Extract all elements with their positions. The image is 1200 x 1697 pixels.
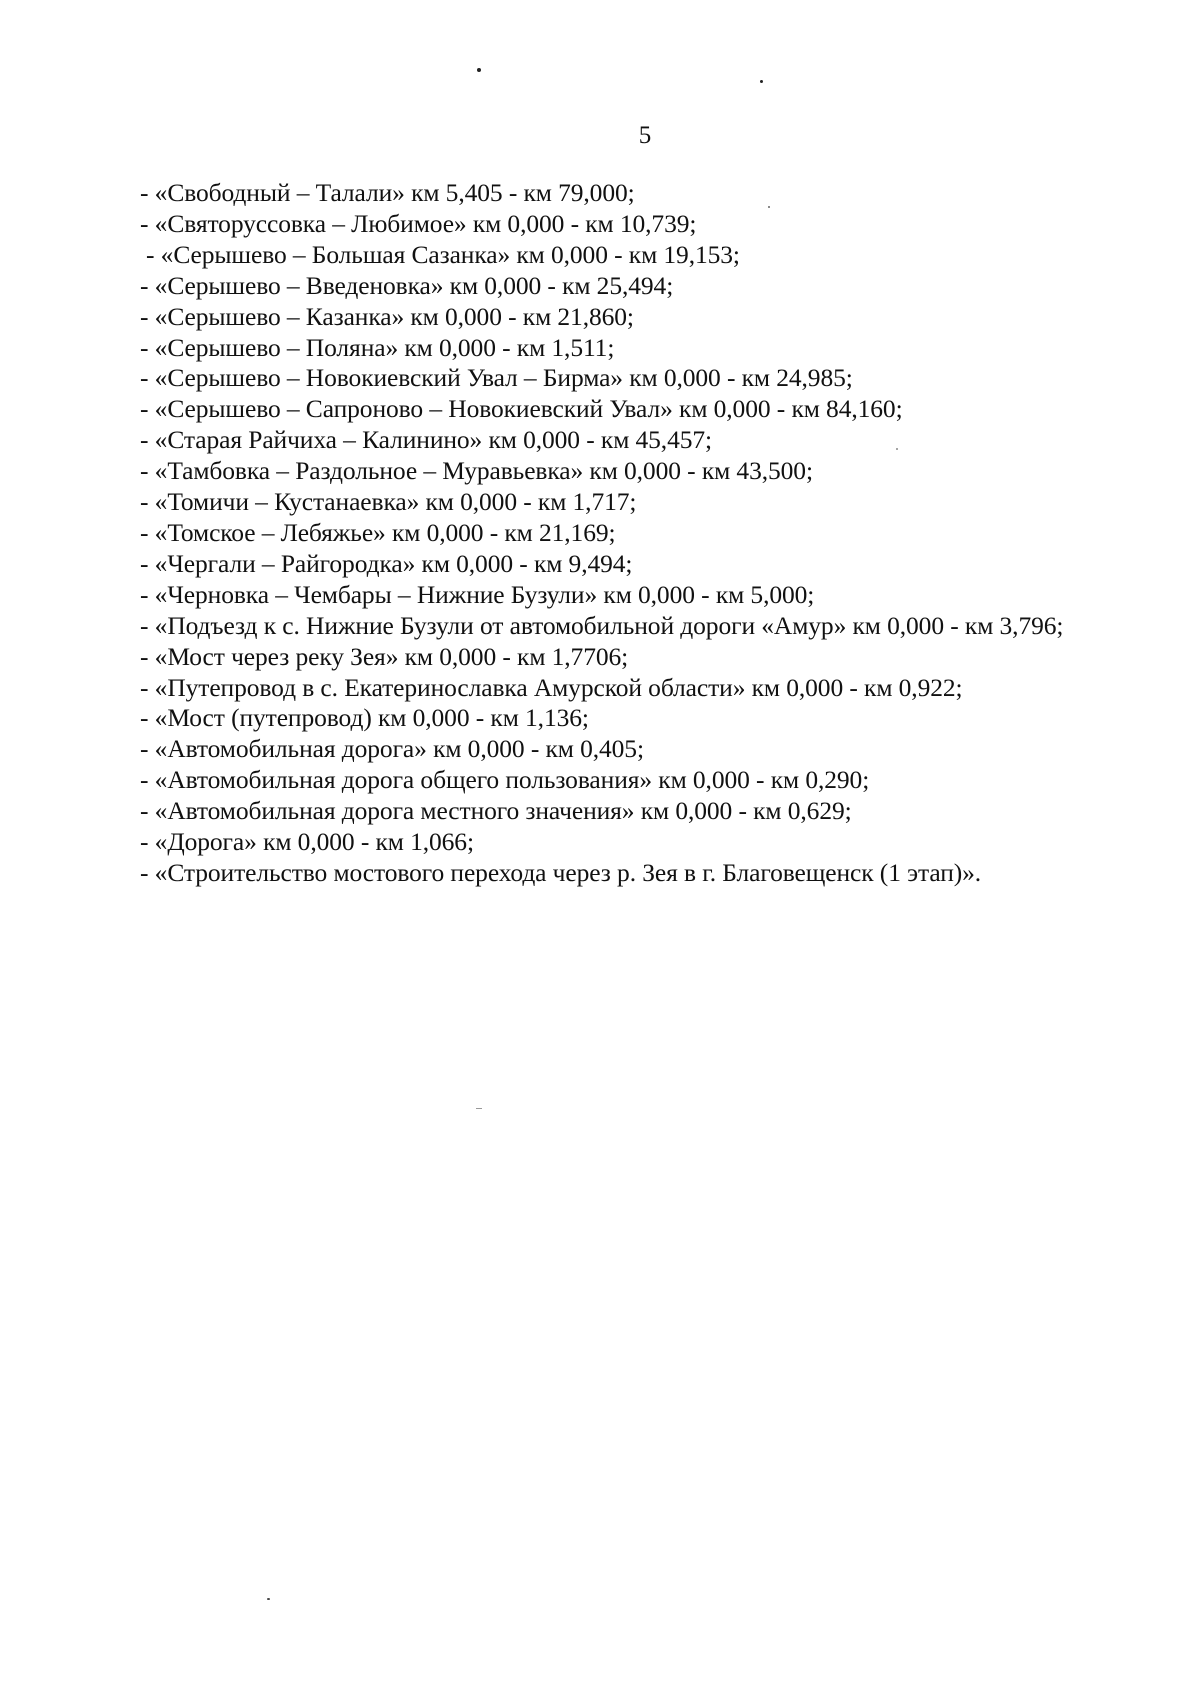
- list-item: - «Чергали – Райгородка» км 0,000 - км 9,494;: [140, 548, 633, 578]
- list-item: - «Серышево – Новокиевский Увал – Бирма» км 0,000 - км 24,985;: [140, 363, 853, 393]
- list-item: - «Тамбовка – Раздольное – Муравьевка» км 0,000 - км 43,500;: [140, 456, 813, 486]
- list-item: - «Серышево – Сапроново – Новокиевский Увал» км 0,000 - км 84,160;: [140, 394, 903, 424]
- list-item: - «Серышево – Поляна» км 0,000 - км 1,511;: [140, 332, 615, 362]
- list-item: - «Подъезд к с. Нижние Бузули от автомобильной дороги «Амур» км 0,000 - км 3,796;: [140, 610, 1064, 640]
- list-item: - «Мост через реку Зея» км 0,000 - км 1,7706;: [140, 641, 629, 671]
- page-number: 5: [638, 122, 652, 149]
- road-list: [140, 178, 1190, 889]
- list-item: - «Черновка – Чембары – Нижние Бузули» км 0,000 - км 5,000;: [140, 579, 815, 609]
- list-item: - «Автомобильная дорога общего пользования» км 0,000 - км 0,290;: [140, 765, 870, 795]
- list-item: - «Серышево – Казанка» км 0,000 - км 21,860;: [140, 301, 634, 331]
- list-item: - «Серышево – Большая Сазанка» км 0,000 - км 19,153;: [146, 239, 740, 269]
- list-item: - «Свободный – Талали» км 5,405 - км 79,000;: [140, 178, 635, 207]
- scan-speck: [267, 1598, 270, 1600]
- list-item: - «Томичи – Кустанаевка» км 0,000 - км 1,717;: [140, 487, 637, 517]
- scan-speck: [477, 68, 481, 72]
- scan-speck: [476, 1108, 482, 1109]
- list-item: - «Мост (путепровод) км 0,000 - км 1,136;: [140, 703, 589, 733]
- list-item: - «Святоруссовка – Любимое» км 0,000 - км 10,739;: [140, 208, 697, 238]
- list-item: - «Серышево – Введеновка» км 0,000 - км 25,494;: [140, 270, 674, 300]
- list-item: - «Путепровод в с. Екатеринославка Амурской области» км 0,000 - км 0,922;: [140, 672, 963, 702]
- list-item: - «Автомобильная дорога» км 0,000 - км 0,405;: [140, 734, 644, 764]
- list-item: - «Автомобильная дорога местного значения» км 0,000 - км 0,629;: [140, 796, 852, 826]
- list-item: - «Дорога» км 0,000 - км 1,066;: [140, 827, 474, 857]
- list-item: - «Строительство мостового перехода через р. Зея в г. Благовещенск (1 этап)».: [140, 857, 982, 887]
- scan-speck: [760, 80, 763, 83]
- list-item: - «Томское – Лебяжье» км 0,000 - км 21,169;: [140, 517, 616, 547]
- list-item: - «Старая Райчиха – Калинино» км 0,000 - км 45,457;: [140, 425, 713, 455]
